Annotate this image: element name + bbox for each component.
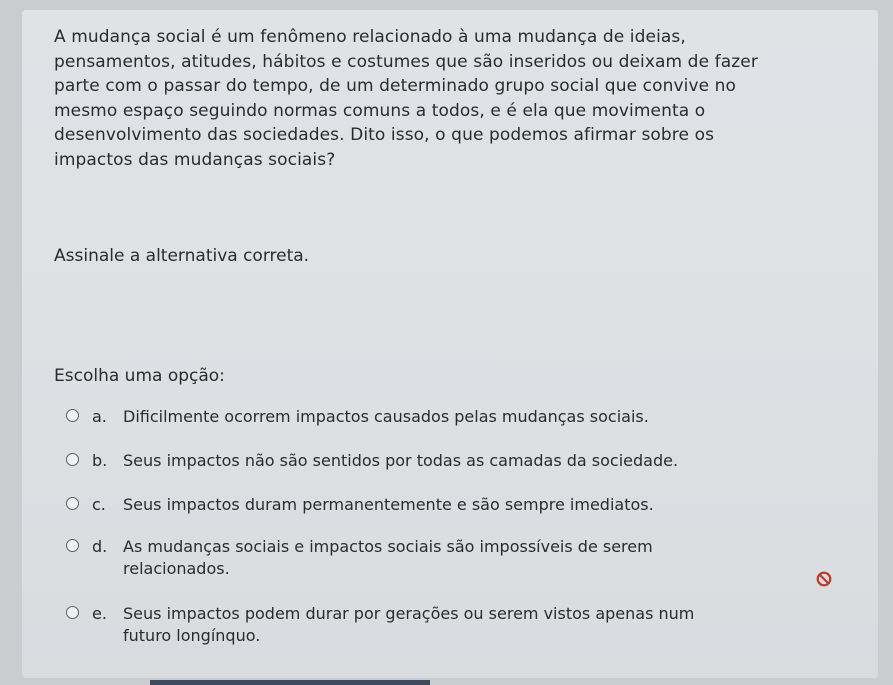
question-line: desenvolvimento das sociedades. Dito isso, o que podemos afirmar sobre os [54, 125, 715, 146]
option-letter: d. [92, 537, 108, 556]
option-text [123, 536, 823, 580]
option-line: Seus impactos duram permanentemente e são sempre imediatos. [123, 495, 654, 514]
question-line: parte com o passar do tempo, de um determinado grupo social que convive no [54, 76, 737, 97]
option-text [123, 603, 823, 647]
option-text [123, 406, 823, 428]
bottom-bar [150, 680, 430, 685]
choose-option-label: Escolha uma opção: [54, 366, 225, 386]
question-line: pensamentos, atitudes, hábitos e costumes que são inseridos ou deixam de fazer [54, 51, 758, 72]
radio-button[interactable] [66, 539, 79, 552]
radio-button[interactable] [66, 497, 79, 510]
option-letter: e. [92, 604, 107, 623]
radio-button[interactable] [66, 409, 79, 422]
option-line: futuro longínquo. [123, 626, 261, 645]
question-line: mesmo espaço seguindo normas comuns a todos, e é ela que movimenta o [54, 100, 706, 121]
option-letter: a. [92, 407, 107, 426]
option-line: As mudanças sociais e impactos sociais são impossíveis de serem [123, 537, 653, 556]
option-letter: c. [92, 495, 106, 514]
option-line: Seus impactos podem durar por gerações ou serem vistos apenas num [123, 604, 695, 623]
radio-button[interactable] [66, 453, 79, 466]
radio-button[interactable] [66, 606, 79, 619]
instruction-text: Assinale a alternativa correta. [54, 246, 310, 266]
option-line: relacionados. [123, 559, 230, 578]
option-line: Dificilmente ocorrem impactos causados pelas mudanças sociais. [123, 407, 649, 426]
option-text [123, 494, 823, 516]
question-line: A mudança social é um fenômeno relacionado à uma mudança de ideias, [54, 27, 686, 47]
question-line: impactos das mudanças sociais? [54, 149, 336, 170]
option-letter: b. [92, 451, 108, 470]
option-text [123, 450, 823, 472]
option-line: Seus impactos não são sentidos por todas as camadas da sociedade. [123, 451, 679, 470]
block-icon [816, 571, 832, 587]
